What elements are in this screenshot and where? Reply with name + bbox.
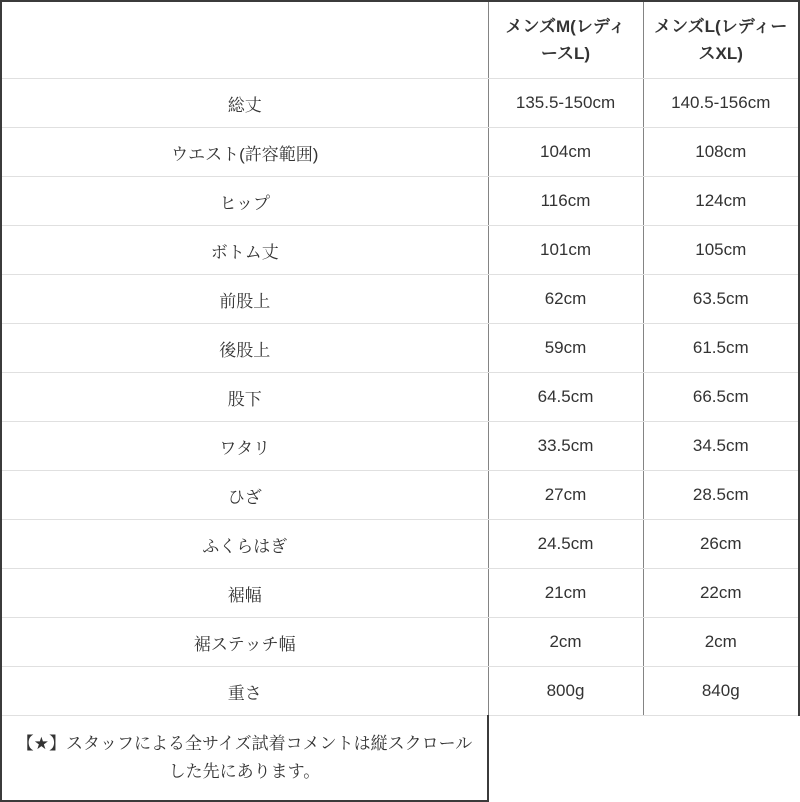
value-mens-l: 63.5cm <box>643 275 799 324</box>
value-mens-m: 800g <box>488 667 643 716</box>
header-row <box>1 1 799 79</box>
table-row-knee <box>1 471 799 520</box>
value-mens-l: 840g <box>643 667 799 716</box>
value-mens-m: 116cm <box>488 177 643 226</box>
row-label: 裾ステッチ幅 <box>1 618 488 667</box>
table-row-inseam <box>1 373 799 422</box>
row-label: 股下 <box>1 373 488 422</box>
table-row-calf <box>1 520 799 569</box>
header-empty-cell <box>1 1 488 79</box>
footnote-row <box>1 716 799 802</box>
header-mens-l: メンズL(レディースXL) <box>643 1 799 79</box>
size-chart-footer <box>1 716 799 802</box>
row-label: ひざ <box>1 471 488 520</box>
size-chart-header <box>1 1 799 79</box>
table-row-thigh <box>1 422 799 471</box>
row-label: ヒップ <box>1 177 488 226</box>
header-mens-m: メンズM(レディースL) <box>488 1 643 79</box>
table-row-hem-stitch-width <box>1 618 799 667</box>
row-label: ウエスト(許容範囲) <box>1 128 488 177</box>
table-row-weight <box>1 667 799 716</box>
row-label: 裾幅 <box>1 569 488 618</box>
row-label: ワタリ <box>1 422 488 471</box>
value-mens-m: 21cm <box>488 569 643 618</box>
value-mens-m: 59cm <box>488 324 643 373</box>
row-label: 前股上 <box>1 275 488 324</box>
row-label: 総丈 <box>1 79 488 128</box>
value-mens-l: 22cm <box>643 569 799 618</box>
value-mens-m: 62cm <box>488 275 643 324</box>
value-mens-m: 24.5cm <box>488 520 643 569</box>
footer-blank-cell <box>488 716 643 802</box>
row-label: ふくらはぎ <box>1 520 488 569</box>
table-row-back-rise <box>1 324 799 373</box>
table-row-souttake <box>1 79 799 128</box>
row-label: 重さ <box>1 667 488 716</box>
table-row-front-rise <box>1 275 799 324</box>
value-mens-l: 140.5-156cm <box>643 79 799 128</box>
value-mens-l: 34.5cm <box>643 422 799 471</box>
value-mens-m: 135.5-150cm <box>488 79 643 128</box>
value-mens-l: 105cm <box>643 226 799 275</box>
value-mens-l: 2cm <box>643 618 799 667</box>
value-mens-m: 104cm <box>488 128 643 177</box>
value-mens-m: 27cm <box>488 471 643 520</box>
value-mens-l: 108cm <box>643 128 799 177</box>
value-mens-l: 61.5cm <box>643 324 799 373</box>
value-mens-l: 28.5cm <box>643 471 799 520</box>
size-chart-body <box>1 79 799 716</box>
value-mens-m: 101cm <box>488 226 643 275</box>
footer-blank-cell <box>643 716 799 802</box>
table-row-hip <box>1 177 799 226</box>
row-label: 後股上 <box>1 324 488 373</box>
table-row-waist <box>1 128 799 177</box>
value-mens-m: 33.5cm <box>488 422 643 471</box>
value-mens-l: 124cm <box>643 177 799 226</box>
value-mens-l: 66.5cm <box>643 373 799 422</box>
table-row-hem-width <box>1 569 799 618</box>
value-mens-m: 64.5cm <box>488 373 643 422</box>
value-mens-l: 26cm <box>643 520 799 569</box>
value-mens-m: 2cm <box>488 618 643 667</box>
row-label: ボトム丈 <box>1 226 488 275</box>
footnote-cell: 【★】スタッフによる全サイズ試着コメントは縦スクロールした先にあります。 <box>1 716 488 802</box>
table-row-bottom-length <box>1 226 799 275</box>
